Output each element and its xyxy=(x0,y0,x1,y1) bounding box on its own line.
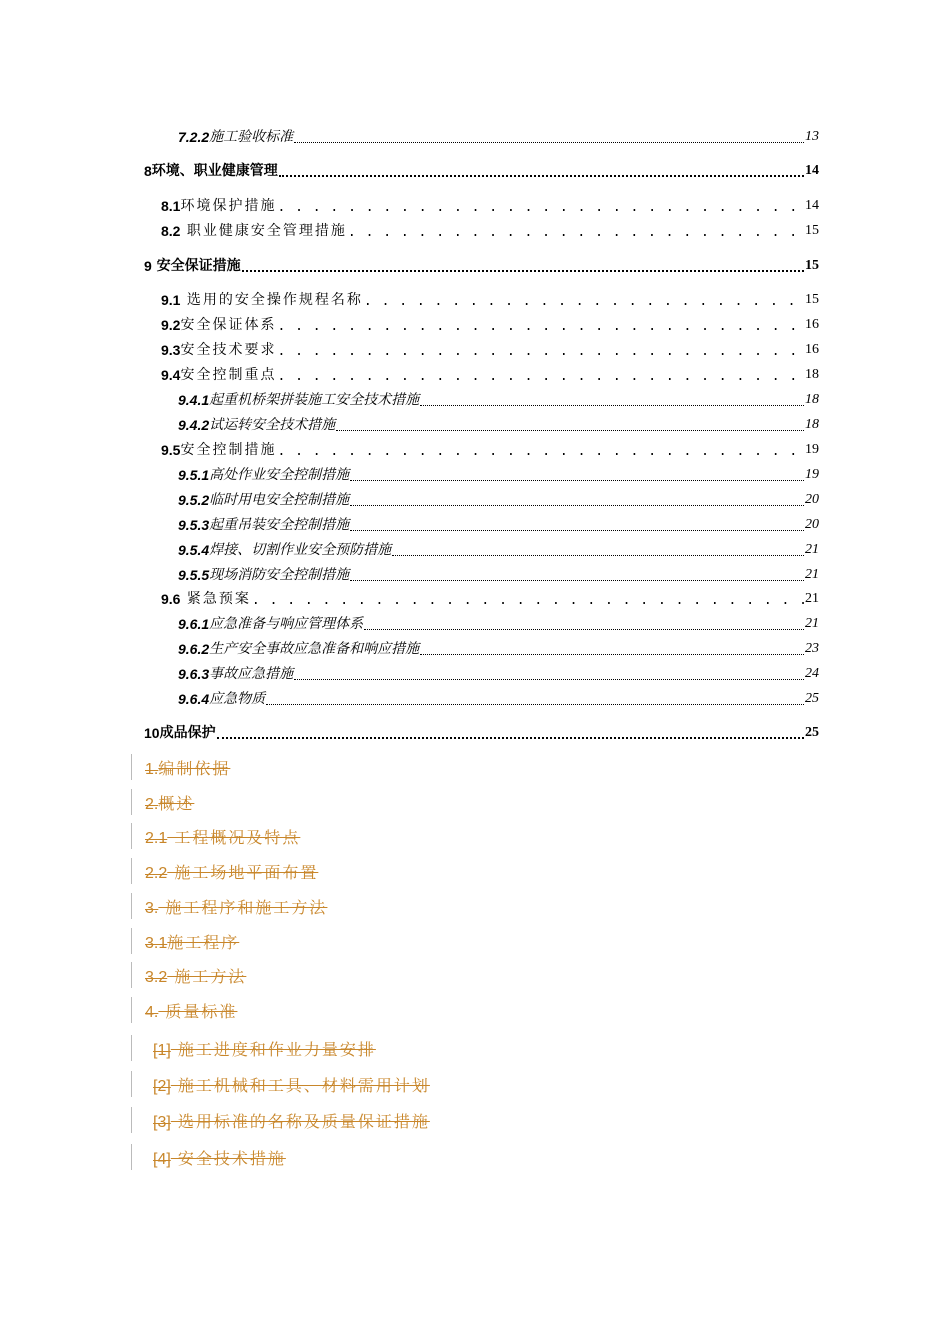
toc-entry-title: 职业健康安全管理措施 xyxy=(180,223,347,239)
toc-entry[interactable] xyxy=(161,316,819,334)
toc-entry[interactable] xyxy=(161,590,819,608)
struck-list-item xyxy=(131,997,237,1023)
toc-entry-page: 21 xyxy=(805,567,819,582)
toc-entry-page: 15 xyxy=(805,258,819,273)
struck-list-item xyxy=(131,823,300,849)
toc-entry[interactable] xyxy=(178,615,819,633)
struck-item-label: 编制依据 xyxy=(158,758,231,778)
struck-item-text xyxy=(132,825,300,848)
dot-leader xyxy=(364,295,804,309)
dot-leader xyxy=(350,495,804,509)
struck-item-number: [1] xyxy=(153,1041,171,1059)
toc-entry-title: 选用的安全操作规程名称 xyxy=(180,292,363,308)
toc-entry-number: 9.3 xyxy=(161,342,181,358)
toc-entry-number: 9.4.2 xyxy=(178,417,210,433)
toc-entry-number: 9.5.5 xyxy=(178,567,210,583)
toc-entry-page: 18 xyxy=(805,367,819,382)
struck-item-label: 质量标准 xyxy=(158,1001,238,1021)
toc-entry-title: 紧急预案 xyxy=(180,591,251,607)
toc-entry-title: 安全控制措施 xyxy=(180,442,277,458)
toc-entry-number: 9 xyxy=(144,258,152,274)
struck-item-text xyxy=(132,930,239,953)
toc-entry-page: 25 xyxy=(805,691,819,706)
toc-entry[interactable] xyxy=(178,665,819,683)
toc-entry-title: 安全保证体系 xyxy=(180,317,277,333)
toc-entry[interactable] xyxy=(161,222,819,240)
struck-item-number: 2.1 xyxy=(145,829,168,847)
dot-leader xyxy=(217,728,804,742)
struck-item-text xyxy=(132,860,318,883)
toc-entry-title: 焊接、切割作业安全预防措施 xyxy=(209,542,392,558)
toc-entry-page: 20 xyxy=(805,517,819,532)
struck-item-number: [2] xyxy=(153,1077,171,1095)
toc-entry-number: 9.5.2 xyxy=(178,492,210,508)
toc-entry-title: 应急准备与响应管理体系 xyxy=(209,616,364,632)
dot-leader xyxy=(242,261,804,275)
toc-entry-title: 起重机桥架拼装施工安全技术措施 xyxy=(209,392,420,408)
struck-item-number: 3. xyxy=(145,899,159,917)
toc-entry[interactable] xyxy=(178,566,819,584)
struck-list-item xyxy=(131,1035,376,1061)
toc-entry-title: 安全控制重点 xyxy=(180,367,277,383)
toc-entry-page: 13 xyxy=(805,129,819,144)
toc-entry-number: 9.6 xyxy=(161,591,181,607)
dot-leader xyxy=(294,132,804,146)
toc-entry[interactable] xyxy=(178,640,819,658)
struck-list-item xyxy=(131,754,230,780)
toc-entry-number: 7.2.2 xyxy=(178,129,210,145)
toc-entry-title: 试运转安全技术措施 xyxy=(209,417,336,433)
struck-item-number: 2. xyxy=(145,795,159,813)
toc-entry-number: 8 xyxy=(144,163,152,179)
struck-list-item xyxy=(131,962,246,988)
toc-entry-number: 9.4 xyxy=(161,367,181,383)
struck-item-label: 施工程序和施工方法 xyxy=(158,897,328,917)
struck-item-text xyxy=(132,1109,430,1132)
dot-leader xyxy=(420,395,804,409)
toc-entry-page: 14 xyxy=(805,163,819,178)
toc-entry-title: 生产安全事故应急准备和响应措施 xyxy=(209,641,420,657)
toc-entry-page: 15 xyxy=(805,292,819,307)
toc-entry[interactable] xyxy=(161,366,819,384)
dot-leader xyxy=(266,694,804,708)
toc-entry-number: 9.5.3 xyxy=(178,517,210,533)
struck-item-text xyxy=(132,999,237,1022)
struck-item-text xyxy=(132,964,246,987)
dot-leader xyxy=(420,644,804,658)
toc-entry-page: 18 xyxy=(805,392,819,407)
toc-entry-title: 临时用电安全控制措施 xyxy=(209,492,350,508)
toc-entry[interactable] xyxy=(144,257,819,275)
toc-entry-page: 18 xyxy=(805,417,819,432)
toc-entry[interactable] xyxy=(178,491,819,509)
toc-entry[interactable] xyxy=(161,341,819,359)
toc-entry-page: 15 xyxy=(805,223,819,238)
struck-item-label: 施工场地平面布置 xyxy=(167,862,319,882)
toc-entry-title: 事故应急措施 xyxy=(209,666,294,682)
struck-item-label: 安全技术措施 xyxy=(170,1148,286,1168)
toc-entry-title: 环境保护措施 xyxy=(180,198,277,214)
dot-leader xyxy=(277,201,804,215)
struck-item-number: [3] xyxy=(153,1113,171,1131)
toc-entry[interactable] xyxy=(178,541,819,559)
dot-leader xyxy=(279,166,804,180)
struck-item-number: 3.2 xyxy=(145,968,168,986)
toc-entry[interactable] xyxy=(178,690,819,708)
toc-entry-title: 现场消防安全控制措施 xyxy=(209,567,350,583)
toc-entry-page: 16 xyxy=(805,317,819,332)
struck-item-text xyxy=(132,756,230,779)
struck-list-item xyxy=(131,1144,286,1170)
toc-entry-number: 9.5.4 xyxy=(178,542,210,558)
struck-item-label: 工程概况及特点 xyxy=(167,827,301,847)
struck-item-text xyxy=(132,791,194,814)
toc-entry-number: 9.6.3 xyxy=(178,666,210,682)
toc-entry-page: 23 xyxy=(805,641,819,656)
toc-entry-page: 24 xyxy=(805,666,819,681)
toc-entry-number: 9.2 xyxy=(161,317,181,333)
toc-entry-page: 21 xyxy=(805,591,819,606)
dot-leader xyxy=(392,545,804,559)
struck-item-label: 施工机械和工具、材料需用计划 xyxy=(170,1075,430,1095)
toc-entry[interactable] xyxy=(178,391,819,409)
struck-item-number: [4] xyxy=(153,1150,171,1168)
toc-entry-number: 9.6.4 xyxy=(178,691,210,707)
struck-list-item xyxy=(131,789,194,815)
dot-leader xyxy=(348,226,804,240)
struck-list-item xyxy=(131,928,239,954)
struck-list-item xyxy=(131,1107,430,1133)
struck-item-label: 施工方法 xyxy=(167,966,247,986)
toc-entry-page: 20 xyxy=(805,492,819,507)
struck-item-text xyxy=(132,1037,376,1060)
toc-entry[interactable] xyxy=(161,441,819,459)
toc-entry[interactable] xyxy=(161,291,819,309)
toc-entry-page: 14 xyxy=(805,198,819,213)
struck-item-number: 4. xyxy=(145,1003,159,1021)
toc-entry-page: 19 xyxy=(805,442,819,457)
dot-leader xyxy=(364,619,804,633)
toc-entry-number: 9.6.1 xyxy=(178,616,210,632)
toc-entry-title: 起重吊装安全控制措施 xyxy=(209,517,350,533)
dot-leader xyxy=(277,320,804,334)
toc-entry-title: 环境、职业健康管理 xyxy=(151,163,278,179)
struck-item-text xyxy=(132,895,327,918)
dot-leader xyxy=(277,370,804,384)
toc-entry-title: 安全保证措施 xyxy=(151,258,241,274)
struck-list-item xyxy=(131,893,327,919)
struck-list-item xyxy=(131,1071,430,1097)
toc-entry[interactable] xyxy=(144,724,819,742)
toc-entry-page: 16 xyxy=(805,342,819,357)
struck-item-number: 3.1 xyxy=(145,934,168,952)
toc-entry[interactable] xyxy=(178,516,819,534)
toc-entry-title: 成品保护 xyxy=(159,725,216,741)
dot-leader xyxy=(350,470,804,484)
toc-entry[interactable] xyxy=(178,466,819,484)
struck-item-label: 施工程序 xyxy=(167,932,240,952)
struck-item-text xyxy=(132,1073,430,1096)
toc-entry-number: 9.5 xyxy=(161,442,181,458)
toc-entry-page: 19 xyxy=(805,467,819,482)
struck-item-label: 概述 xyxy=(158,793,195,813)
dot-leader xyxy=(350,520,804,534)
dot-leader xyxy=(294,669,804,683)
toc-entry-number: 8.2 xyxy=(161,223,181,239)
toc-entry[interactable] xyxy=(144,162,819,180)
toc-entry-page: 25 xyxy=(805,725,819,740)
struck-item-label: 选用标准的名称及质量保证措施 xyxy=(170,1111,430,1131)
struck-list-item xyxy=(131,858,318,884)
dot-leader xyxy=(252,594,804,608)
dot-leader xyxy=(336,420,804,434)
toc-entry[interactable] xyxy=(178,416,819,434)
toc-entry-title: 高处作业安全控制措施 xyxy=(209,467,350,483)
struck-item-label: 施工进度和作业力量安排 xyxy=(170,1039,376,1059)
toc-entry-number: 9.6.2 xyxy=(178,641,210,657)
toc-entry-number: 9.1 xyxy=(161,292,181,308)
toc-entry-page: 21 xyxy=(805,542,819,557)
struck-item-number: 2.2 xyxy=(145,864,168,882)
toc-entry-number: 9.4.1 xyxy=(178,392,210,408)
toc-entry-title: 应急物质 xyxy=(209,691,266,707)
struck-item-number: 1. xyxy=(145,760,159,778)
toc-entry[interactable] xyxy=(161,197,819,215)
dot-leader xyxy=(350,570,804,584)
struck-item-text xyxy=(132,1146,286,1169)
toc-entry-number: 8.1 xyxy=(161,198,181,214)
toc-entry-number: 10 xyxy=(144,725,160,741)
toc-entry-number: 9.5.1 xyxy=(178,467,210,483)
toc-entry[interactable] xyxy=(178,128,819,146)
toc-entry-title: 安全技术要求 xyxy=(180,342,277,358)
toc-entry-page: 21 xyxy=(805,616,819,631)
dot-leader xyxy=(277,445,804,459)
toc-entry-title: 施工验收标准 xyxy=(209,129,294,145)
dot-leader xyxy=(277,345,804,359)
